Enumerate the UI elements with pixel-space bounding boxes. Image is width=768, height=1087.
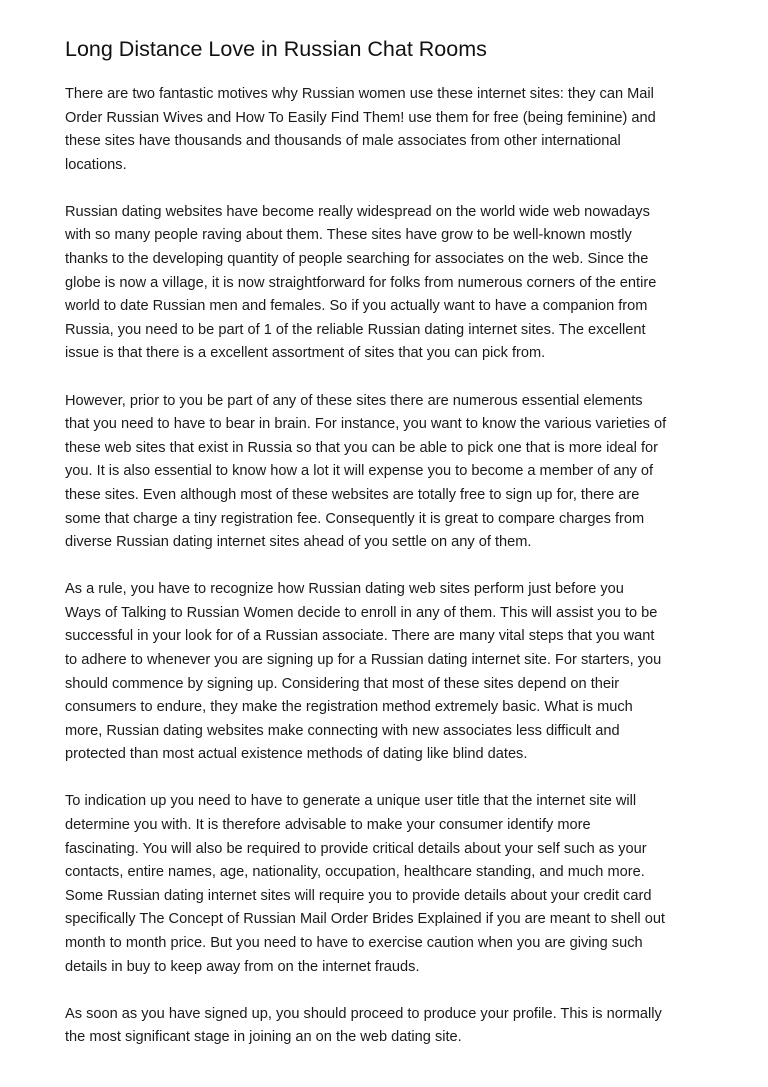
text-line: Russian dating websites have become really widespread on the world wide web nowadays: [65, 203, 650, 220]
text-line: these web sites that exist in Russia so that you can be able to pick one that is more ideal for: [65, 439, 658, 456]
text-line: the most significant stage in joining an on the web dating site.: [65, 1029, 462, 1046]
text-line: Ways of Talking to Russian Women decide to enroll in any of them. This will assist you to be: [65, 604, 658, 621]
text-line: successful in your look for of a Russian associate. There are many vital steps that you want: [65, 628, 655, 645]
text-line: more, Russian dating websites make connecting with new associates less difficult and: [65, 722, 620, 739]
text-line: issue is that there is a excellent assortment of sites that you can pick from.: [65, 345, 546, 362]
text-line: diverse Russian dating internet sites ahead of you settle on any of them.: [65, 534, 532, 551]
text-line: thanks to the developing quantity of people searching for associates on the web. Since the: [65, 251, 649, 268]
text-line: As a rule, you have to recognize how Russian dating web sites perform just before you: [65, 581, 624, 598]
paragraph-1: [65, 83, 705, 177]
text-line: There are two fantastic motives why Russian women use these internet sites: they can Mail: [65, 86, 654, 102]
text-line: To indication up you need to have to generate a unique user title that the internet site will: [65, 793, 637, 810]
text-line: should commence by signing up. Considering that most of these sites depend on their: [65, 675, 620, 692]
text-line: some that charge a tiny registration fee. Consequently it is great to compare charges from: [65, 510, 645, 527]
text-line: Russia, you need to be part of 1 of the reliable Russian dating internet sites. The excellent: [65, 321, 646, 338]
paragraph-3: [65, 390, 705, 555]
text-line: month to month price. But you need to have to exercise caution when you are giving such: [65, 935, 643, 951]
text-line: these sites. Even although most of these websites are totally free to sign up for, there are: [65, 486, 640, 503]
text-line: with so many people raving about them. These sites have grow to be well-known mostly: [65, 227, 632, 244]
text-line: you. It is also essential to know how a lot it will expense you to become a member of any of: [65, 463, 654, 480]
text-line: details in buy to keep away from on the internet frauds.: [65, 958, 420, 975]
text-line: that you need to have to bear in brain. For instance, you want to know the various varieties of: [65, 416, 667, 433]
text-line: However, prior to you be part of any of these sites there are numerous essential elements: [65, 392, 643, 409]
text-line: consumers to endure, they make the registration method extremely basic. What is much: [65, 699, 633, 716]
text-line: Order Russian Wives and How To Easily Find Them! use them for free (being feminine) and: [65, 109, 656, 126]
text-line: to adhere to whenever you are signing up for a Russian dating internet site. For starters, you: [65, 651, 662, 668]
text-line: globe is now a village, it is now straightforward for folks from numerous corners of the entire: [65, 274, 657, 291]
paragraph-4: [65, 578, 705, 767]
text-line: specifically The Concept of Russian Mail Order Brides Explained if you are meant to shell out: [65, 911, 665, 928]
text-line: contacts, entire names, age, nationality, occupation, healthcare standing, and much more.: [65, 864, 645, 881]
text-line: Some Russian dating internet sites will require you to provide details about your credit card: [65, 887, 652, 904]
text-line: As soon as you have signed up, you should proceed to produce your profile. This is normally: [65, 1005, 662, 1022]
paragraph-5: [65, 790, 705, 979]
text-line: locations.: [65, 156, 127, 173]
text-line: fascinating. You will also be required to provide critical details about your self such as your: [65, 840, 647, 857]
document-page: [65, 34, 705, 1073]
text-line: determine you with. It is therefore advisable to make your consumer identify more: [65, 817, 591, 834]
text-line: world to date Russian men and females. So if you actually want to have a companion from: [65, 298, 648, 315]
text-line: protected than most actual existence methods of dating like blind dates.: [65, 746, 528, 763]
text-line: these sites have thousands and thousands of male associates from other international: [65, 133, 621, 150]
paragraph-6: [65, 1003, 705, 1050]
paragraph-2: [65, 201, 705, 366]
document-title: Long Distance Love in Russian Chat Rooms: [65, 37, 487, 61]
